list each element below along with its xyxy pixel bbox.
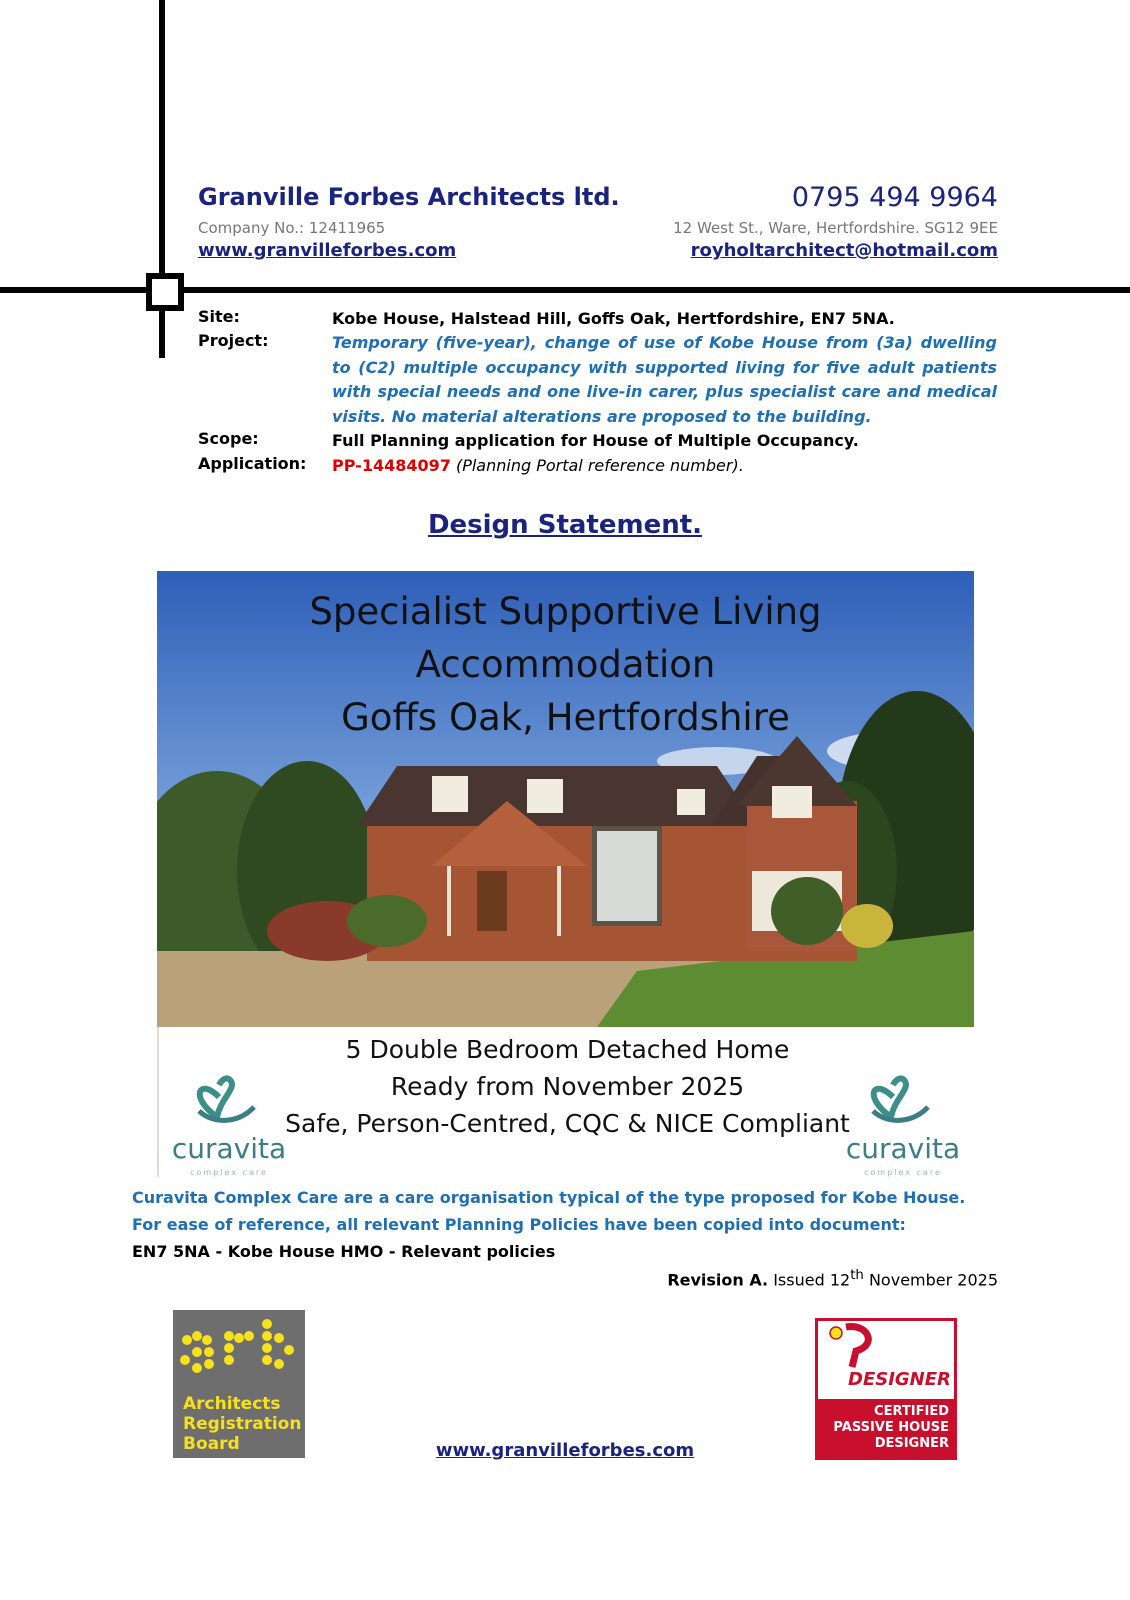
poster-title-line-3: Goffs Oak, Hertfordshire bbox=[341, 696, 790, 739]
poster-line-3: Safe, Person-Centred, CQC & NICE Compliant bbox=[285, 1109, 850, 1138]
design-statement-heading: Design Statement. bbox=[427, 510, 703, 540]
curavita-logo-right bbox=[833, 1067, 973, 1177]
phd-line-3: DESIGNER bbox=[874, 1436, 949, 1451]
application-label: Application: bbox=[198, 454, 307, 473]
firm-address: 12 West St., Ware, Hertfordshire. SG12 9EE bbox=[673, 219, 998, 237]
issued-date: November 2025 bbox=[863, 1270, 998, 1290]
poster-line-1: 5 Double Bedroom Detached Home bbox=[345, 1035, 790, 1064]
footer-website bbox=[0, 1440, 1130, 1461]
email-link[interactable]: royholtarchitect@hotmail.com bbox=[690, 240, 998, 261]
poster-footer bbox=[157, 1027, 976, 1177]
company-number: Company No.: 12411965 bbox=[198, 219, 386, 237]
policies-note: For ease of reference, all relevant Planning Policies have been copied into document: bbox=[132, 1215, 906, 1234]
planning-portal-note: (Planning Portal reference number). bbox=[450, 456, 744, 475]
site-label: Site: bbox=[198, 307, 240, 326]
site-value: Kobe House, Halstead Hill, Goffs Oak, Hertfordshire, EN7 5NA. bbox=[332, 309, 895, 328]
curavita-tagline: complex care bbox=[864, 1168, 942, 1177]
passive-house-logo-icon bbox=[818, 1321, 954, 1371]
page-title bbox=[0, 510, 1130, 540]
footer-website-link[interactable]: www.granvilleforbes.com bbox=[435, 1440, 695, 1461]
curavita-logo-left bbox=[159, 1067, 299, 1177]
phd-line-1: CERTIFIED bbox=[874, 1404, 949, 1419]
policies-document-name: EN7 5NA - Kobe House HMO - Relevant policies bbox=[132, 1242, 556, 1261]
passive-house-designer-badge bbox=[815, 1318, 957, 1460]
arb-line-1: Architects bbox=[183, 1394, 281, 1414]
care-organisation-note: Curavita Complex Care are a care organisation typical of the type proposed for Kobe House. bbox=[132, 1188, 966, 1207]
house-photo bbox=[157, 571, 974, 1027]
scope-label: Scope: bbox=[198, 429, 259, 448]
heart-hand-icon bbox=[833, 1067, 973, 1127]
project-label: Project: bbox=[198, 331, 269, 350]
revision-line bbox=[667, 1268, 998, 1289]
issued-prefix: Issued 12 bbox=[768, 1270, 851, 1290]
application-value bbox=[332, 454, 997, 479]
curavita-tagline: complex care bbox=[190, 1168, 268, 1177]
planning-portal-ref: PP-14484097 bbox=[332, 456, 451, 475]
issued-sup: th bbox=[850, 1268, 864, 1283]
heart-hand-icon bbox=[159, 1067, 299, 1127]
arb-logo bbox=[173, 1310, 305, 1458]
arb-dots-icon bbox=[173, 1310, 305, 1390]
frame-corner-box bbox=[146, 273, 184, 311]
poster-line-2: Ready from November 2025 bbox=[390, 1072, 745, 1101]
phd-badge-top bbox=[818, 1321, 954, 1399]
poster-title-line-1: Specialist Supportive Living bbox=[309, 590, 822, 633]
poster-title bbox=[157, 585, 974, 744]
arb-line-2: Registration bbox=[183, 1414, 302, 1434]
firm-name: Granville Forbes Architects ltd. bbox=[198, 183, 620, 211]
curavita-wordmark: curavita bbox=[171, 1132, 287, 1165]
phone-number: 0795 494 9964 bbox=[791, 182, 998, 213]
phd-line-2: PASSIVE HOUSE bbox=[833, 1420, 949, 1435]
phd-designer-word: DESIGNER bbox=[848, 1369, 951, 1390]
revision-label: Revision A. bbox=[667, 1270, 769, 1290]
header-website-link[interactable]: www.granvilleforbes.com bbox=[198, 240, 457, 261]
phd-certified-text bbox=[833, 1404, 949, 1452]
scope-value: Full Planning application for House of Multiple Occupancy. bbox=[332, 431, 859, 450]
arb-line-3: Board bbox=[183, 1434, 240, 1454]
curavita-wordmark: curavita bbox=[845, 1132, 961, 1165]
poster-title-line-2: Accommodation bbox=[415, 643, 716, 686]
project-value: Temporary (five-year), change of use of Kobe House from (3a) dwelling to (C2) multiple occupancy with supported living for five adult patients with special needs and one live-in carer, plus specialist care and medical visits. No material alterations are proposed to the building. bbox=[332, 333, 997, 426]
